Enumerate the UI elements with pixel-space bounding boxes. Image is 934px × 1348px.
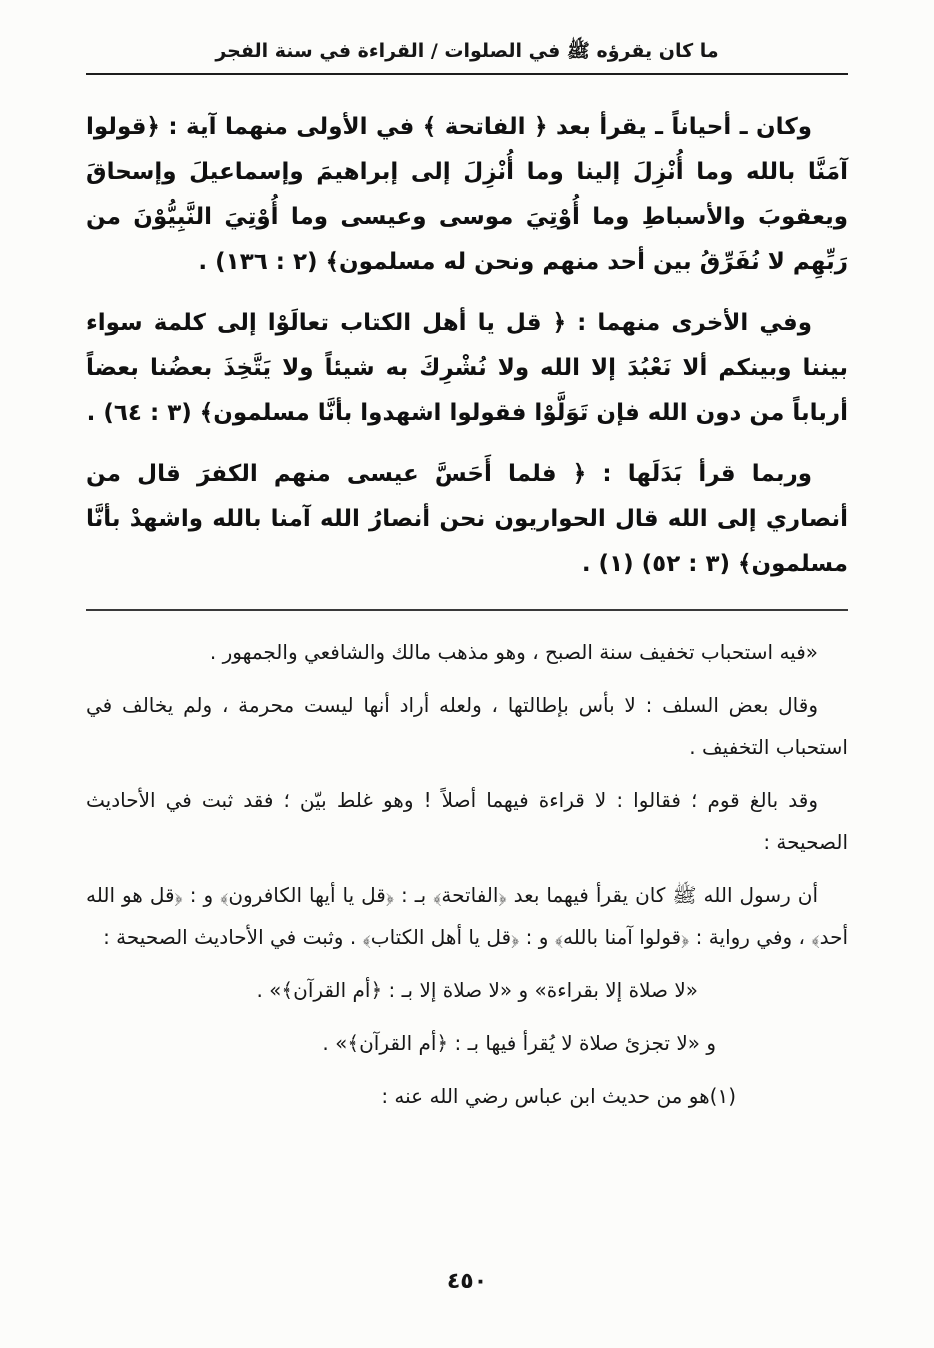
footnote-paragraph-4: أن رسول الله ﷺ كان يقرأ فيهما بعد ﴿الفاتحة﴾ بـ : ﴿قل يا أيها الكافرون﴾ و : ﴿قل هو الله أحد﴾ ، وفي رواية : ﴿قولوا آمنا بالله﴾ و : ﴿قل يا أهل الكتاب﴾ . وثبت في الأحاديث الصحيحة : [86, 883, 848, 949]
footnotes-section [86, 631, 848, 1117]
header-divider [86, 73, 848, 75]
footnote-hadith-line-1: «لا صلاة إلا بقراءة» و «لا صلاة إلا بـ : ﴿أم القرآن﴾» . [256, 978, 698, 1002]
footnote-paragraph-1: «فيه استحباب تخفيف سنة الصبح ، وهو مذهب مالك والشافعي والجمهور . [209, 640, 818, 664]
body-paragraph-2: وفي الأخرى منهما : ﴿ قل يا أهل الكتاب تعالَوْا إلى كلمة سواء بيننا وبينكم ألا نَعْبُدَ إلا الله ولا نُشْرِكَ به شيئاً ولا يَتَّخِذَ بعضُنا بعضاً أرباباً من دون الله فإن تَوَلَّوْا فقولوا اشهدوا بأنَّا مسلمون﴾ (٣ : ٦٤) . [86, 310, 848, 426]
body-paragraph-3: وربما قرأ بَدَلَها : ﴿ فلما أَحَسَّ عيسى منهم الكفرَ قال من أنصاري إلى الله قال الحواريون نحن أنصارُ الله آمنا بالله واشهدْ بأنَّا مسلمون﴾ (٣ : ٥٢) (١) . [86, 461, 848, 577]
body-paragraph-1: وكان ـ أحياناً ـ يقرأ بعد ﴿ الفاتحة ﴾ في الأولى منهما آية : ﴿قولوا آمَنَّا بالله وما أُنْزِلَ إلينا وما أُنْزِلَ إلى إبراهيمَ وإسماعيلَ وإسحاقَ ويعقوبَ والأسباطِ وما أُوْتِيَ موسى وعيسى وما أُوْتِيَ النَّبِيُّوْنَ من رَبِّهِم لا نُفَرِّقُ بين أحد منهم ونحن له مسلمون﴾ (٢ : ١٣٦) . [86, 114, 848, 275]
page-number: ٤٥٠ [446, 1269, 488, 1294]
footnote-source-line: (١)هو من حديث ابن عباس رضي الله عنه : [381, 1084, 736, 1108]
main-text [86, 105, 848, 587]
footnote-hadith-line-2: و «لا تجزئ صلاة لا يُقرأ فيها بـ : ﴿أم القرآن﴾» . [322, 1031, 716, 1055]
page-header [86, 38, 848, 75]
footnote-paragraph-2: وقال بعض السلف : لا بأس بإطالتها ، ولعله أراد أنها ليست محرمة ، ولم يخالف في استحباب التخفيف . [86, 693, 848, 759]
footnote-divider [86, 609, 848, 611]
footnote-paragraph-3: وقد بالغ قوم ؛ فقالوا : لا قراءة فيهما أصلاً ! وهو غلط بيّن ؛ فقد ثبت في الأحاديث الصحيحة : [86, 788, 848, 854]
page-footer [0, 1269, 934, 1294]
running-head-title: ما كان يقرؤه ﷺ في الصلوات / القراءة في سنة الفجر [215, 40, 719, 62]
